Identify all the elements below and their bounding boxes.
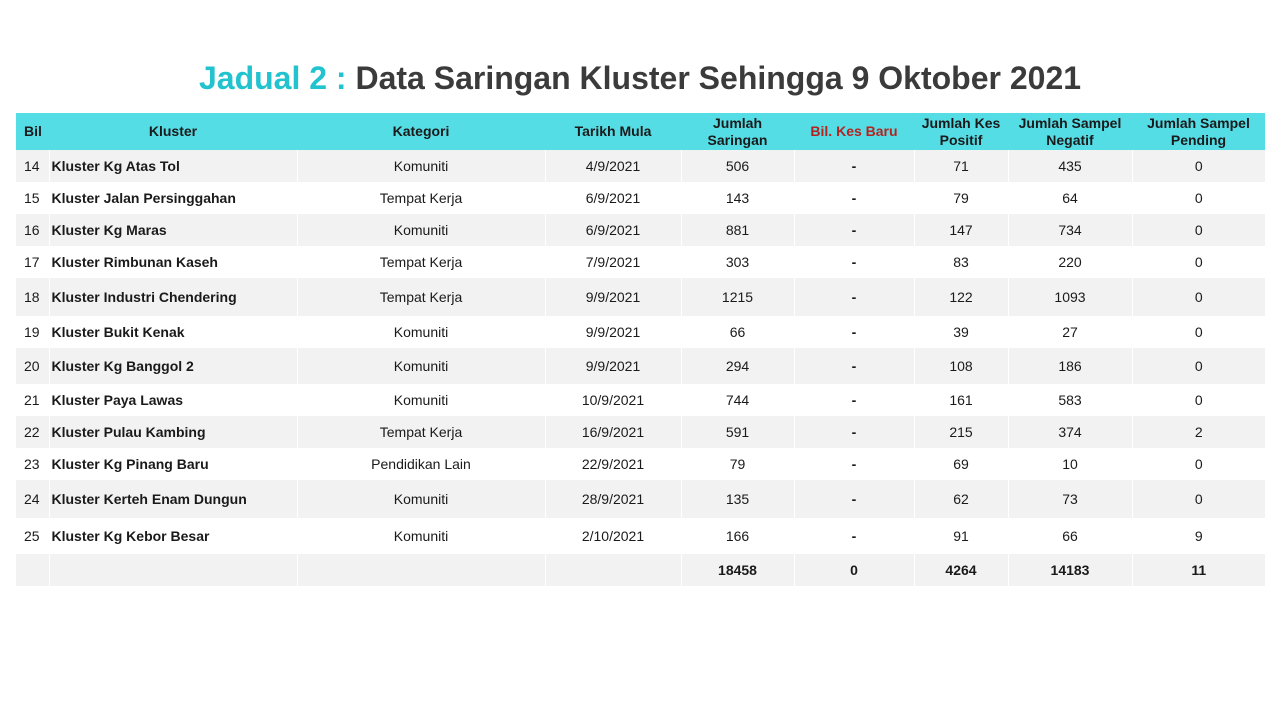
cell-jumlah-saringan: 506 <box>681 150 794 182</box>
cell-bil-kes-baru: - <box>794 518 914 554</box>
cell-jumlah-sampel-negatif: 10 <box>1008 448 1132 480</box>
cell-jumlah-sampel-negatif: 734 <box>1008 214 1132 246</box>
cell-jumlah-sampel-pending: 0 <box>1132 316 1265 348</box>
cell-jumlah-kes-positif: 39 <box>914 316 1008 348</box>
cell-kluster: Kluster Rimbunan Kaseh <box>49 246 297 278</box>
header-jumlah-kes-positif: Jumlah Kes Positif <box>914 113 1008 150</box>
cell-kluster: Kluster Pulau Kambing <box>49 416 297 448</box>
cell-jumlah-sampel-negatif: 220 <box>1008 246 1132 278</box>
cell-bil-kes-baru: - <box>794 316 914 348</box>
header-tarikh-mula: Tarikh Mula <box>545 113 681 150</box>
cell-bil-kes-baru: - <box>794 182 914 214</box>
table-body <box>16 150 1265 586</box>
cell-kategori: Komuniti <box>297 150 545 182</box>
cell-jumlah-sampel-pending: 0 <box>1132 214 1265 246</box>
cell-bil-kes-baru: - <box>794 448 914 480</box>
cell-tarikh-mula: 9/9/2021 <box>545 316 681 348</box>
header-jumlah-sampel-negatif: Jumlah Sampel Negatif <box>1008 113 1132 150</box>
cell-kategori: Tempat Kerja <box>297 246 545 278</box>
cell-kluster: Kluster Kg Maras <box>49 214 297 246</box>
table-row <box>16 416 1265 448</box>
cell-tarikh-mula: 6/9/2021 <box>545 214 681 246</box>
cell-bil-kes-baru: - <box>794 150 914 182</box>
cell-jumlah-sampel-pending: 0 <box>1132 384 1265 416</box>
cell-tarikh-mula: 28/9/2021 <box>545 480 681 518</box>
cell-jumlah-kes-positif: 108 <box>914 348 1008 384</box>
totals-blank <box>49 554 297 586</box>
total-pending: 11 <box>1132 554 1265 586</box>
cell-kategori: Tempat Kerja <box>297 182 545 214</box>
cell-jumlah-kes-positif: 122 <box>914 278 1008 316</box>
cell-kluster: Kluster Paya Lawas <box>49 384 297 416</box>
cell-jumlah-sampel-negatif: 1093 <box>1008 278 1132 316</box>
cell-bil-kes-baru: - <box>794 278 914 316</box>
cell-jumlah-saringan: 166 <box>681 518 794 554</box>
header-kategori: Kategori <box>297 113 545 150</box>
cell-jumlah-sampel-pending: 9 <box>1132 518 1265 554</box>
table-row <box>16 348 1265 384</box>
cell-jumlah-kes-positif: 79 <box>914 182 1008 214</box>
header-jumlah-sampel-pending: Jumlah Sampel Pending <box>1132 113 1265 150</box>
table-row <box>16 246 1265 278</box>
table-row <box>16 448 1265 480</box>
cell-jumlah-sampel-pending: 0 <box>1132 150 1265 182</box>
cell-kluster: Kluster Bukit Kenak <box>49 316 297 348</box>
cell-jumlah-kes-positif: 83 <box>914 246 1008 278</box>
cell-bil: 19 <box>16 316 49 348</box>
totals-blank <box>16 554 49 586</box>
cell-jumlah-kes-positif: 62 <box>914 480 1008 518</box>
cell-tarikh-mula: 9/9/2021 <box>545 278 681 316</box>
header-kluster: Kluster <box>49 113 297 150</box>
table-row <box>16 182 1265 214</box>
cell-kluster: Kluster Kg Atas Tol <box>49 150 297 182</box>
cell-jumlah-sampel-pending: 0 <box>1132 278 1265 316</box>
header-bil: Bil <box>16 113 49 150</box>
cell-bil: 18 <box>16 278 49 316</box>
cell-jumlah-sampel-pending: 0 <box>1132 348 1265 384</box>
cell-jumlah-sampel-pending: 0 <box>1132 246 1265 278</box>
header-jumlah-saringan: Jumlah Saringan <box>681 113 794 150</box>
cell-jumlah-sampel-pending: 0 <box>1132 448 1265 480</box>
cell-kategori: Pendidikan Lain <box>297 448 545 480</box>
total-positif: 4264 <box>914 554 1008 586</box>
cell-tarikh-mula: 22/9/2021 <box>545 448 681 480</box>
cell-tarikh-mula: 9/9/2021 <box>545 348 681 384</box>
table-row <box>16 316 1265 348</box>
cell-tarikh-mula: 2/10/2021 <box>545 518 681 554</box>
cell-jumlah-saringan: 294 <box>681 348 794 384</box>
cell-jumlah-saringan: 79 <box>681 448 794 480</box>
cell-kluster: Kluster Jalan Persinggahan <box>49 182 297 214</box>
cell-bil-kes-baru: - <box>794 214 914 246</box>
cell-kategori: Komuniti <box>297 214 545 246</box>
page-title <box>0 60 1280 97</box>
cell-jumlah-kes-positif: 147 <box>914 214 1008 246</box>
table-row <box>16 214 1265 246</box>
title-prefix: Jadual 2 : <box>198 60 347 96</box>
total-kes-baru: 0 <box>794 554 914 586</box>
cell-jumlah-sampel-negatif: 27 <box>1008 316 1132 348</box>
cell-bil: 20 <box>16 348 49 384</box>
cell-tarikh-mula: 7/9/2021 <box>545 246 681 278</box>
cell-jumlah-saringan: 143 <box>681 182 794 214</box>
cell-jumlah-kes-positif: 91 <box>914 518 1008 554</box>
cell-bil-kes-baru: - <box>794 384 914 416</box>
cell-jumlah-sampel-negatif: 374 <box>1008 416 1132 448</box>
cell-jumlah-kes-positif: 69 <box>914 448 1008 480</box>
cell-kategori: Tempat Kerja <box>297 278 545 316</box>
cell-jumlah-kes-positif: 215 <box>914 416 1008 448</box>
table-row <box>16 150 1265 182</box>
table-header-row <box>16 113 1265 150</box>
cell-kluster: Kluster Industri Chendering <box>49 278 297 316</box>
cell-jumlah-kes-positif: 71 <box>914 150 1008 182</box>
cell-jumlah-saringan: 303 <box>681 246 794 278</box>
cell-kluster: Kluster Kerteh Enam Dungun <box>49 480 297 518</box>
totals-blank <box>545 554 681 586</box>
header-bil-kes-baru: Bil. Kes Baru <box>794 113 914 150</box>
cell-bil-kes-baru: - <box>794 246 914 278</box>
cell-jumlah-sampel-negatif: 583 <box>1008 384 1132 416</box>
cell-jumlah-sampel-negatif: 435 <box>1008 150 1132 182</box>
cell-bil: 24 <box>16 480 49 518</box>
cell-bil: 14 <box>16 150 49 182</box>
total-saringan: 18458 <box>681 554 794 586</box>
cell-jumlah-saringan: 591 <box>681 416 794 448</box>
cell-jumlah-saringan: 135 <box>681 480 794 518</box>
cell-kategori: Komuniti <box>297 348 545 384</box>
cell-bil-kes-baru: - <box>794 480 914 518</box>
cell-jumlah-saringan: 66 <box>681 316 794 348</box>
cluster-screening-table <box>16 113 1265 586</box>
cell-tarikh-mula: 4/9/2021 <box>545 150 681 182</box>
cell-bil: 15 <box>16 182 49 214</box>
cell-bil: 21 <box>16 384 49 416</box>
table-row <box>16 384 1265 416</box>
title-text: Data Saringan Kluster Sehingga 9 Oktober 2021 <box>346 60 1082 96</box>
cell-bil-kes-baru: - <box>794 348 914 384</box>
cell-bil: 22 <box>16 416 49 448</box>
cell-jumlah-sampel-pending: 0 <box>1132 480 1265 518</box>
cell-jumlah-sampel-negatif: 64 <box>1008 182 1132 214</box>
totals-blank <box>297 554 545 586</box>
cell-jumlah-saringan: 1215 <box>681 278 794 316</box>
cell-kategori: Tempat Kerja <box>297 416 545 448</box>
cell-bil: 25 <box>16 518 49 554</box>
cell-kluster: Kluster Kg Kebor Besar <box>49 518 297 554</box>
cell-jumlah-sampel-negatif: 66 <box>1008 518 1132 554</box>
cell-jumlah-sampel-pending: 2 <box>1132 416 1265 448</box>
cell-tarikh-mula: 6/9/2021 <box>545 182 681 214</box>
cell-bil: 16 <box>16 214 49 246</box>
cell-kategori: Komuniti <box>297 384 545 416</box>
cell-kategori: Komuniti <box>297 316 545 348</box>
cell-tarikh-mula: 16/9/2021 <box>545 416 681 448</box>
table-row <box>16 518 1265 554</box>
totals-row <box>16 554 1265 586</box>
cell-jumlah-sampel-negatif: 73 <box>1008 480 1132 518</box>
cell-kategori: Komuniti <box>297 480 545 518</box>
cell-tarikh-mula: 10/9/2021 <box>545 384 681 416</box>
cell-bil: 17 <box>16 246 49 278</box>
cell-jumlah-sampel-pending: 0 <box>1132 182 1265 214</box>
cell-kluster: Kluster Kg Pinang Baru <box>49 448 297 480</box>
cell-jumlah-sampel-negatif: 186 <box>1008 348 1132 384</box>
table-row <box>16 480 1265 518</box>
cell-kategori: Komuniti <box>297 518 545 554</box>
cell-jumlah-saringan: 881 <box>681 214 794 246</box>
cell-kluster: Kluster Kg Banggol 2 <box>49 348 297 384</box>
total-negatif: 14183 <box>1008 554 1132 586</box>
cell-bil: 23 <box>16 448 49 480</box>
table-row <box>16 278 1265 316</box>
cell-jumlah-saringan: 744 <box>681 384 794 416</box>
cell-bil-kes-baru: - <box>794 416 914 448</box>
cell-jumlah-kes-positif: 161 <box>914 384 1008 416</box>
